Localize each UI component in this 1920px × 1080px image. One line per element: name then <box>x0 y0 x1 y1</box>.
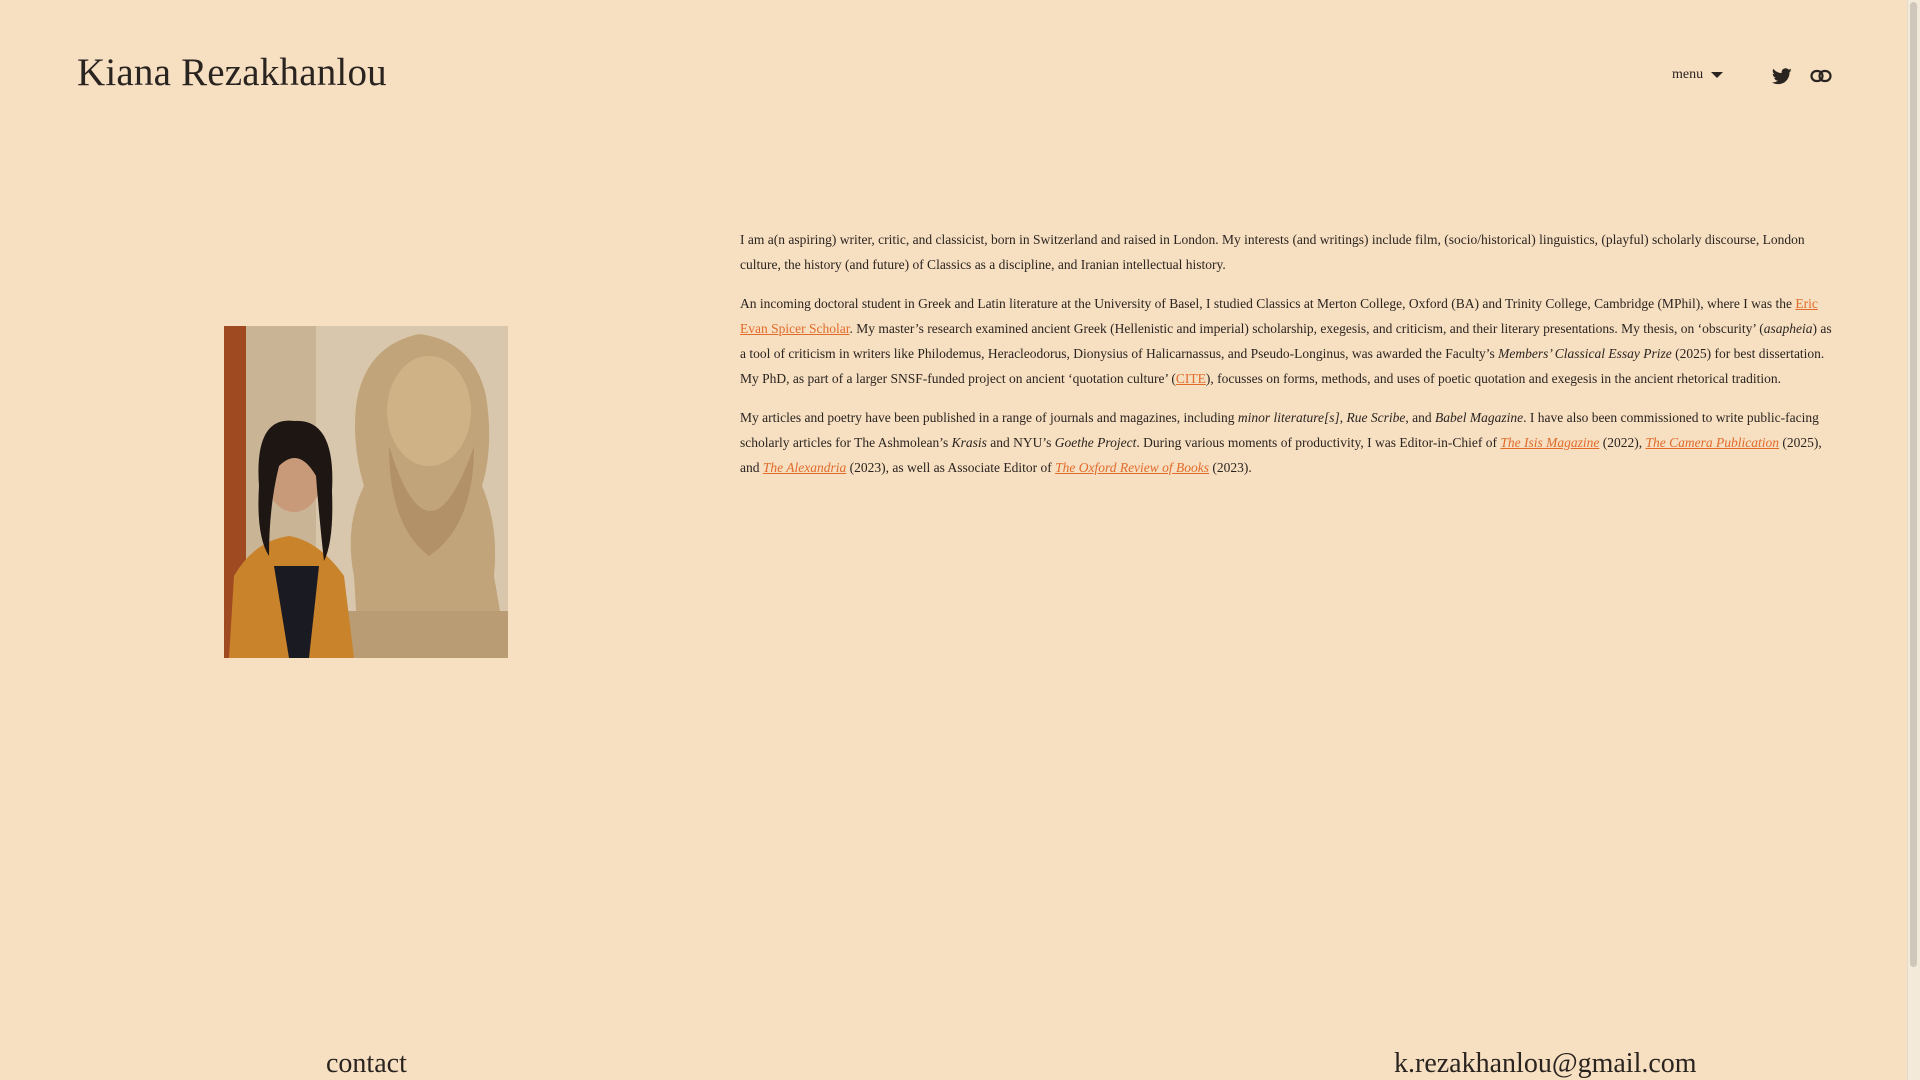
site-header <box>0 0 1908 150</box>
link-icon <box>1810 69 1832 83</box>
portrait-photo <box>224 326 508 658</box>
bio-text: and NYU’s <box>986 435 1055 450</box>
bio-emphasis: Goethe Project <box>1054 435 1137 450</box>
bio-text: , and <box>1405 410 1435 425</box>
bio-paragraph-2 <box>740 291 1832 391</box>
vertical-scrollbar[interactable] <box>1907 0 1920 1080</box>
bio-text: (2023). <box>1209 460 1252 475</box>
bio-text: (2022), <box>1599 435 1646 450</box>
menu-dropdown[interactable] <box>1672 67 1723 83</box>
bio-text: . During various moments of productivity, I was Editor-in-Chief of <box>1136 435 1501 450</box>
bio-text: (2025) for best dissertation. My PhD, as part of a larger SNSF-funded project on ancient ‘quotation culture’ ( <box>740 346 1825 386</box>
bio-text: (2025), and <box>740 435 1822 475</box>
bio-emphasis: Members’ Classical Essay Prize <box>1498 346 1672 361</box>
bio-text: ), focusses on forms, methods, and uses of poetic quotation and exegesis in the ancient rhetorical tradition. <box>1205 371 1781 386</box>
menu-label: menu <box>1672 67 1704 82</box>
bio-emphasis: Babel Magazine <box>1434 410 1524 425</box>
isis-magazine-link[interactable]: The Isis Magazine <box>1500 435 1600 450</box>
spicer-scholar-link[interactable]: Eric Evan Spicer Scholar <box>740 296 1818 336</box>
twitter-link[interactable] <box>1770 64 1794 88</box>
bio-emphasis: Krasis <box>951 435 987 450</box>
portrait-image <box>224 326 508 658</box>
bio-text: , <box>1339 410 1347 425</box>
bio-text: ) as a tool of criticism in writers like Philodemus, Heracleodorus, Dionysius of Halicarnassus, and Pseudo-Longinus, was awarded the Faculty’s <box>740 321 1832 361</box>
website-link[interactable] <box>1809 64 1833 88</box>
bio-paragraph-3 <box>740 405 1832 480</box>
bio-text: (2023), as well as Associate Editor of <box>846 460 1056 475</box>
oxford-review-link[interactable]: The Oxford Review of Books <box>1055 460 1210 475</box>
contact-email[interactable]: k.rezakhanlou@gmail.com <box>1394 1048 1697 1079</box>
alexandria-link[interactable]: The Alexandria <box>762 460 847 475</box>
contact-heading: contact <box>326 1048 407 1079</box>
site-title[interactable]: Kiana Rezakhanlou <box>77 51 387 94</box>
bio-text: An incoming doctoral student in Greek and Latin literature at the University of Basel, I studied Classics at Merton College, Oxford (BA) and Trinity College, Cambridge (MPhil), where I was the <box>740 296 1796 311</box>
caret-down-icon <box>1711 72 1723 78</box>
bio-text: My articles and poetry have been published in a range of journals and magazines, including <box>740 410 1238 425</box>
bio-section <box>740 227 1832 494</box>
bio-text: . My master’s research examined ancient Greek (Hellenistic and imperial) scholarship, exegesis, and criticism, and their literary presentations. My thesis, on ‘obscurity’ ( <box>849 321 1764 336</box>
cite-link[interactable]: CITE <box>1175 371 1206 386</box>
camera-publication-link[interactable]: The Camera Publication <box>1645 435 1779 450</box>
bio-text: . I have also been commissioned to write public-facing scholarly articles for The Ashmolean’s <box>740 410 1819 450</box>
bio-emphasis: minor literature[s] <box>1237 410 1340 425</box>
scrollbar-thumb[interactable] <box>1910 2 1917 967</box>
twitter-icon <box>1772 68 1792 85</box>
bio-paragraph-1: I am a(n aspiring) writer, critic, and classicist, born in Switzerland and raised in London. My interests (and writings) include film, (socio/historical) linguistics, (playful) scholarly discourse, London culture, the history (and future) of Classics as a discipline, and Iranian intellectual history. <box>740 232 1805 272</box>
bio-emphasis: asapheia <box>1763 321 1813 336</box>
bio-emphasis: Rue Scribe <box>1346 410 1406 425</box>
